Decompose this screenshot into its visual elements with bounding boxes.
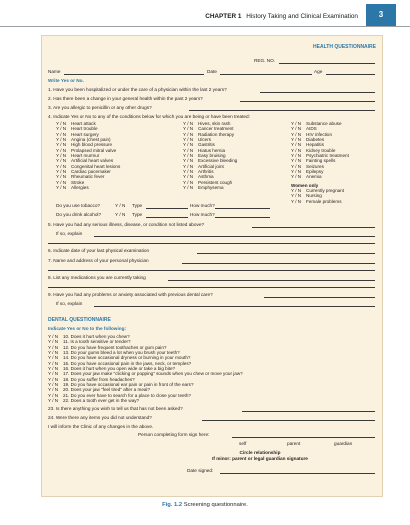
signature-field[interactable] [232, 437, 375, 438]
dental-question-row[interactable]: Y / N 16. Does it hurt when you open wide or take a big bite? [48, 366, 176, 372]
condition-row[interactable]: Y / N HIV infection [291, 131, 333, 137]
figure-label: Fig. 1.2 [162, 502, 183, 508]
condition-row[interactable]: Y / N Psychiatric treatment [291, 153, 349, 159]
condition-row[interactable]: Y / N Prolapsed mitral valve [56, 147, 117, 153]
questionnaire-form [41, 35, 383, 497]
condition-row[interactable]: Y / N Fainting spells [291, 158, 336, 164]
condition-row[interactable]: Y / N Rheumatic fever [56, 174, 105, 180]
tobacco-type-label: Type [132, 203, 143, 208]
running-head [205, 13, 358, 20]
condition-row[interactable]: Y / N Excessive bleeding [183, 158, 238, 164]
condition-row[interactable]: Y / N Persistent cough [183, 179, 233, 185]
condition-row[interactable]: Y / N Nursing [291, 193, 322, 199]
answer-8-extra-line[interactable] [48, 287, 375, 288]
question-7: 7. Name and address of your personal physician [48, 258, 149, 263]
condition-row[interactable]: Y / N Hives, skin rash [183, 121, 231, 126]
condition-row[interactable]: Y / N Hepatitis [291, 142, 324, 148]
alcohol-type-label: Type [132, 212, 143, 217]
condition-row[interactable]: Y / N Arthritis [183, 169, 214, 175]
condition-row[interactable]: Y / N Emphysema [183, 185, 224, 191]
condition-row[interactable]: Y / N High blood pressure [56, 142, 113, 148]
reg-no-label: REG. NO. [254, 58, 276, 63]
answer-23-field[interactable] [242, 411, 375, 412]
tobacco-how-much-field[interactable] [215, 208, 270, 209]
question-23: 23. Is there anything you wish to tell us that has not been asked? [48, 406, 183, 411]
dental-question-row[interactable]: Y / N 11. Is a tooth sensitive or tender? [48, 339, 131, 345]
question-1: 1. Have you been hospitalized or under the care of a physician within the last 2 years? [48, 87, 227, 92]
answer-24-field[interactable] [202, 420, 375, 421]
condition-row[interactable]: Y / N Substance abuse [291, 121, 342, 126]
date-field[interactable] [220, 74, 312, 75]
chapter-label: CHAPTER 1 [205, 13, 242, 20]
name-label: Name [48, 69, 61, 74]
condition-row[interactable]: Y / N Stroke [56, 179, 85, 185]
condition-row[interactable]: Y / N Asthma [183, 174, 214, 180]
condition-row[interactable]: Y / N Heart surgery [56, 131, 99, 137]
condition-row[interactable]: Y / N Congenital heart lesions [56, 163, 121, 169]
write-yes-no: Write Yes or No. [48, 78, 84, 83]
date-label: Date [207, 69, 217, 74]
dental-question-row[interactable]: Y / N 15. Do you have occasional pain in the jaws, neck, or temples? [48, 360, 192, 366]
reg-no-field[interactable] [279, 63, 375, 64]
person-signing-label: Person completing form sign here: [138, 432, 210, 437]
explain-5-field[interactable] [94, 236, 375, 237]
name-field[interactable] [64, 74, 204, 75]
dental-question-row[interactable]: Y / N 17. Does your jaw make "clicking or popping" sounds when you chew or move your jaw? [48, 371, 243, 377]
dental-question-row[interactable]: Y / N 21. Do you ever have to search for a place to close your teeth? [48, 392, 191, 398]
if-so-explain-9: If so, explain [56, 301, 83, 306]
condition-row[interactable]: Y / N Ulcers [183, 137, 212, 143]
dental-question-row[interactable]: Y / N 22. Does a tooth ever get in the way? [48, 398, 140, 404]
answer-9-field[interactable] [264, 297, 375, 298]
alcohol-label: Do you drink alcohol? [56, 212, 102, 217]
condition-row[interactable]: Y / N Heart attack [56, 121, 96, 126]
explain-5-extra-line[interactable] [48, 243, 375, 244]
question-5: 5. Have you had any serious illness, disease, or condition not listed above? [48, 222, 205, 227]
condition-row[interactable]: Y / N Gastritis [183, 142, 215, 148]
condition-row[interactable]: Y / N AIDS [291, 126, 317, 132]
page-header [0, 0, 410, 26]
dental-question-row[interactable]: Y / N 19. Do you have occasional ear pain or pain in front of the ears? [48, 382, 194, 388]
relationship-parent[interactable]: parent [287, 441, 301, 446]
dental-question-row[interactable]: Y / N 18. Do you suffer from headaches? [48, 376, 135, 382]
age-label: Age [314, 69, 323, 74]
condition-row[interactable]: Y / N Currently pregnant [291, 188, 345, 194]
question-9: 9. Have you had any problems or anxiety associated with previous dental care? [48, 292, 213, 297]
dental-question-row[interactable]: Y / N 14. Do you have occasional dryness or burning in your mouth? [48, 355, 191, 361]
condition-row[interactable]: Y / N Easy bruising [183, 153, 226, 159]
chapter-title: History Taking and Clinical Examination [246, 13, 358, 20]
condition-row[interactable]: Y / N Heart trouble [56, 126, 98, 132]
condition-row[interactable]: Y / N Epilepsy [291, 169, 324, 175]
condition-row[interactable]: Y / N Allergies [56, 185, 89, 191]
answer-1-field[interactable] [260, 92, 375, 93]
dental-questions [48, 334, 243, 403]
condition-row[interactable]: Y / N Hiatus hernia [183, 147, 226, 153]
explain-9-field[interactable] [94, 306, 375, 307]
health-questionnaire-title: HEALTH QUESTIONNAIRE [313, 44, 376, 50]
relationship-guardian[interactable]: guardian [334, 441, 353, 446]
answer-7-extra-line[interactable] [48, 270, 375, 271]
dental-question-row[interactable]: Y / N 13. Do your gums bleed a lot when you brush your teeth? [48, 350, 180, 356]
inform-statement: I will inform the Clinic of any changes in the above. [48, 424, 154, 429]
question-8: 8. List any medications you are currently taking [48, 275, 146, 280]
condition-row[interactable]: Y / N Anemia [291, 174, 322, 180]
header-rule [0, 26, 410, 27]
question-6: 6. Indicate date of your last physical examination [48, 248, 150, 253]
alcohol-yn[interactable]: Y / N [115, 212, 126, 217]
if-minor-note: If minor: parent or legal guardian signature [212, 456, 308, 461]
alcohol-type-field[interactable] [146, 217, 188, 218]
alcohol-how-much-field[interactable] [215, 217, 270, 218]
condition-row[interactable]: Y / N Artificial joint [183, 163, 224, 169]
answer-6-field[interactable] [197, 253, 375, 254]
condition-row[interactable]: Y / N Kidney trouble [291, 147, 336, 153]
if-so-explain-5: If so, explain [56, 231, 83, 236]
answer-2-field[interactable] [240, 101, 375, 102]
page-number: 3 [366, 4, 396, 26]
question-4: 4. Indicate Yes or No to any of the conditions below for which you are being or have been treated: [48, 114, 250, 119]
date-signed-label: Date signed: [187, 468, 214, 473]
alcohol-how-much-label: How much? [190, 212, 215, 217]
tobacco-type-field[interactable] [146, 208, 188, 209]
circle-relationship: Circle relationship [239, 450, 281, 455]
conditions-column-1 [56, 121, 120, 190]
condition-row[interactable]: Y / N Angina (chest pain) [56, 137, 111, 143]
relationship-self[interactable]: self [239, 441, 247, 446]
tobacco-yn[interactable]: Y / N [115, 203, 126, 208]
answer-7-field[interactable] [182, 263, 375, 264]
answer-8-field[interactable] [168, 280, 375, 281]
dental-question-row[interactable]: Y / N 12. Do you have frequent toothaches or gum pain? [48, 344, 167, 350]
answer-5-field[interactable] [252, 227, 375, 228]
question-2: 2. Has there been a change in your general health within the past 2 years? [48, 96, 203, 101]
dental-indicate: Indicate Yes or No to the following: [48, 326, 127, 331]
question-24: 24. Were there any items you did not understand? [48, 415, 152, 420]
age-field[interactable] [326, 74, 375, 75]
answer-3-field[interactable] [189, 110, 375, 111]
condition-row[interactable]: Y / N Radiation therapy [183, 131, 235, 137]
conditions-column-2 [183, 121, 237, 190]
tobacco-label: Do you use tobacco? [56, 203, 101, 208]
figure-text: Screening questionnaire. [183, 502, 248, 508]
condition-row[interactable]: Y / N Artificial heart valves [56, 158, 114, 164]
dental-question-row[interactable]: Y / N 10. Does it hurt when you chew? [48, 334, 130, 339]
figure-caption [0, 502, 410, 508]
condition-row[interactable]: Y / N Heart murmur [56, 153, 100, 159]
condition-row[interactable]: Y / N Diabetes [291, 137, 325, 143]
tobacco-how-much-label: How much? [190, 203, 215, 208]
condition-row[interactable]: Y / N Female problems [291, 198, 342, 204]
dental-question-row[interactable]: Y / N 20. Does your jaw "feel tired" after a meal? [48, 387, 151, 393]
women-only-heading: Women only [291, 182, 319, 188]
conditions-column-3 [291, 121, 349, 204]
dental-questionnaire-title: DENTAL QUESTIONNAIRE [48, 317, 111, 323]
condition-row[interactable]: Y / N Cardiac pacemaker [56, 169, 111, 175]
question-3: 3. Are you allergic to penicillin or any other drugs? [48, 105, 152, 110]
condition-row[interactable]: Y / N Cancer treatment [183, 126, 234, 132]
date-signed-field[interactable] [220, 473, 375, 474]
condition-row[interactable]: Y / N Seizures [291, 163, 324, 169]
